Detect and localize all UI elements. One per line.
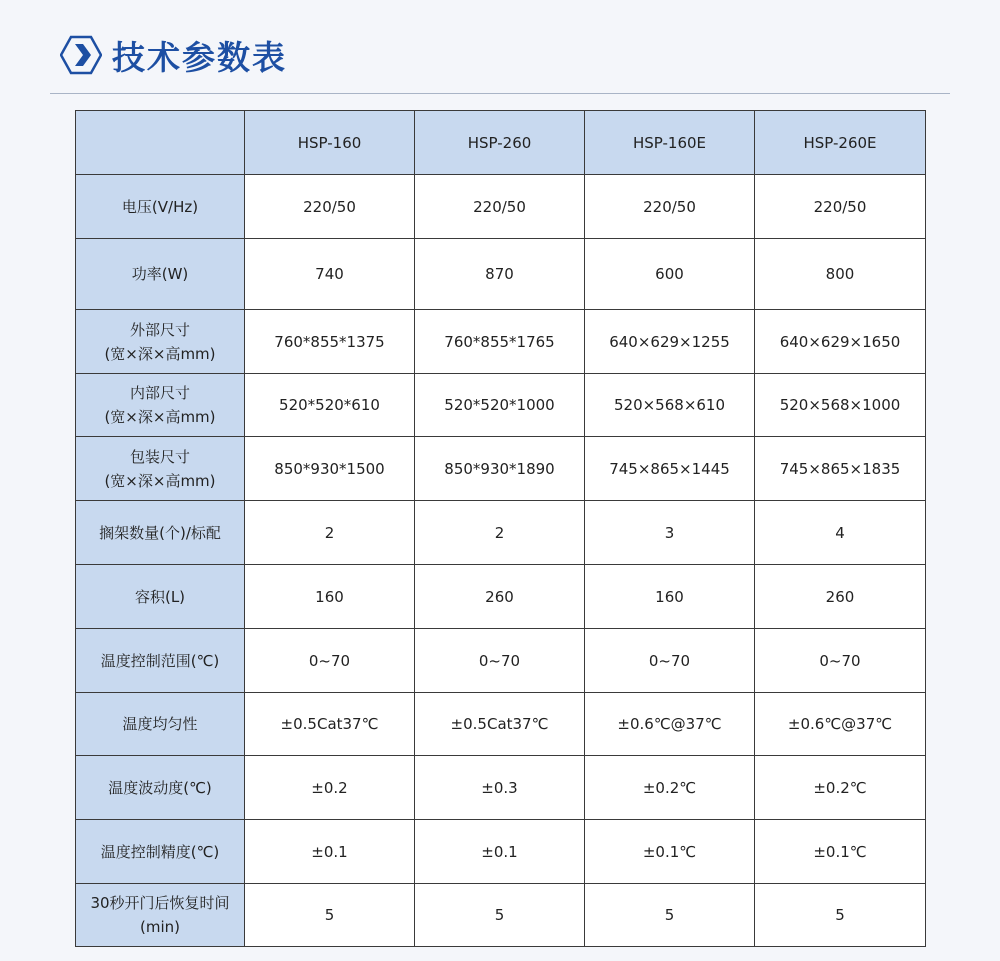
- table-cell: 2: [415, 501, 585, 565]
- table-row: [76, 756, 926, 820]
- table-row: [76, 565, 926, 629]
- row-label: [76, 565, 245, 629]
- table-cell: 740: [245, 239, 415, 310]
- row-label: [76, 175, 245, 239]
- row-label-line: 30秒开门后恢复时间: [90, 894, 230, 912]
- row-label-line: (min): [140, 918, 180, 936]
- table-cell: 5: [755, 884, 926, 947]
- table-corner-cell: [76, 111, 245, 175]
- table-cell: 3: [585, 501, 755, 565]
- row-label-line: 温度控制精度(℃): [100, 842, 220, 861]
- table-row: [76, 629, 926, 693]
- table-row: [76, 693, 926, 756]
- table-cell: 800: [755, 239, 926, 310]
- section-header: [60, 32, 287, 78]
- table-row: [76, 820, 926, 884]
- column-header: HSP-160: [245, 111, 415, 175]
- table-cell: 260: [755, 565, 926, 629]
- table-cell: 520*520*1000: [415, 374, 585, 437]
- table-cell: ±0.2: [245, 756, 415, 820]
- table-cell: 0~70: [245, 629, 415, 693]
- table-cell: 760*855*1765: [415, 310, 585, 374]
- row-label: [76, 239, 245, 310]
- table-cell: 600: [585, 239, 755, 310]
- table-cell: ±0.1℃: [755, 820, 926, 884]
- table-cell: 220/50: [585, 175, 755, 239]
- page-title: 技术参数表: [112, 37, 287, 77]
- row-label: [76, 820, 245, 884]
- row-label-line: 温度波动度(℃): [108, 778, 212, 797]
- row-label-line: 外部尺寸: [129, 320, 190, 339]
- table-cell: 640×629×1255: [585, 310, 755, 374]
- column-header: HSP-160E: [585, 111, 755, 175]
- title-divider: [50, 93, 950, 94]
- table-cell: 260: [415, 565, 585, 629]
- table-cell: 220/50: [755, 175, 926, 239]
- row-label-line: 温度控制范围(℃): [100, 651, 220, 670]
- table-cell: 870: [415, 239, 585, 310]
- table-cell: 2: [245, 501, 415, 565]
- row-label: [76, 629, 245, 693]
- table-cell: 0~70: [415, 629, 585, 693]
- table-cell: 5: [585, 884, 755, 947]
- row-label-line: 容积(L): [134, 587, 186, 606]
- table-cell: 520×568×1000: [755, 374, 926, 437]
- spec-table: [75, 110, 926, 947]
- table-cell: ±0.1℃: [585, 820, 755, 884]
- row-label: [76, 437, 245, 501]
- row-label-line: 电压(V/Hz): [121, 197, 199, 216]
- table-cell: ±0.5Cat37℃: [415, 693, 585, 756]
- table-cell: ±0.1: [415, 820, 585, 884]
- table-cell: 220/50: [245, 175, 415, 239]
- table-cell: 745×865×1835: [755, 437, 926, 501]
- table-cell: ±0.5Cat37℃: [245, 693, 415, 756]
- table-cell: 850*930*1890: [415, 437, 585, 501]
- table-cell: ±0.1: [245, 820, 415, 884]
- table-row: [76, 437, 926, 501]
- row-label-line: 搁架数量(个)/标配: [99, 523, 221, 542]
- row-label-line: (宽×深×高mm): [104, 344, 216, 363]
- table-cell: ±0.6℃@37℃: [755, 693, 926, 756]
- table-row: [76, 239, 926, 310]
- table-cell: ±0.2℃: [755, 756, 926, 820]
- row-label: [76, 756, 245, 820]
- table-cell: 745×865×1445: [585, 437, 755, 501]
- table-cell: 760*855*1375: [245, 310, 415, 374]
- row-label-line: 内部尺寸: [129, 384, 190, 402]
- column-header: HSP-260E: [755, 111, 926, 175]
- table-header-row: [76, 111, 926, 175]
- table-cell: 520×568×610: [585, 374, 755, 437]
- row-label-line: (宽×深×高mm): [104, 408, 216, 426]
- table-cell: 4: [755, 501, 926, 565]
- row-label-line: 包装尺寸: [129, 447, 190, 466]
- table-cell: 0~70: [755, 629, 926, 693]
- table-cell: 0~70: [585, 629, 755, 693]
- row-label: [76, 501, 245, 565]
- table-cell: 5: [415, 884, 585, 947]
- table-cell: ±0.3: [415, 756, 585, 820]
- table-cell: ±0.2℃: [585, 756, 755, 820]
- column-header: HSP-260: [415, 111, 585, 175]
- table-row: [76, 501, 926, 565]
- row-label-line: 功率(W): [131, 265, 189, 283]
- table-cell: ±0.6℃@37℃: [585, 693, 755, 756]
- table-cell: 5: [245, 884, 415, 947]
- table-cell: 160: [585, 565, 755, 629]
- row-label: [76, 374, 245, 437]
- table-row: [76, 374, 926, 437]
- table-cell: 220/50: [415, 175, 585, 239]
- table-cell: 640×629×1650: [755, 310, 926, 374]
- table-row: [76, 175, 926, 239]
- row-label: [76, 884, 245, 947]
- row-label-line: (宽×深×高mm): [104, 471, 216, 490]
- table-cell: 850*930*1500: [245, 437, 415, 501]
- table-cell: 520*520*610: [245, 374, 415, 437]
- table-row: [76, 310, 926, 374]
- table-row: [76, 884, 926, 947]
- row-label-line: 温度均匀性: [122, 715, 198, 733]
- row-label: [76, 693, 245, 756]
- row-label: [76, 310, 245, 374]
- table-cell: 160: [245, 565, 415, 629]
- chevron-right-hexagon-icon: [60, 34, 102, 76]
